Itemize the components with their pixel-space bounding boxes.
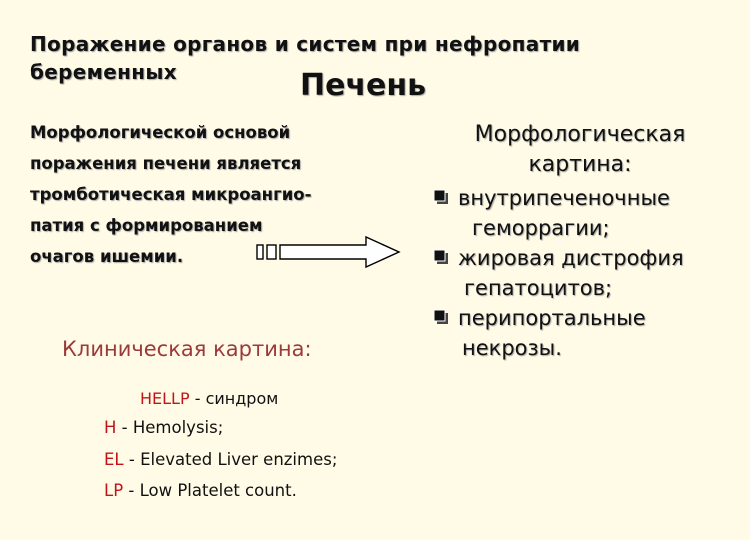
clinical-item-text: - Elevated Liver enzimes; bbox=[123, 450, 338, 469]
morphology-item-line: гепатоцитов; bbox=[464, 276, 613, 300]
clinical-title: Клиническая картина: bbox=[62, 337, 312, 361]
mechanism-line: очагов ишемии. bbox=[30, 247, 184, 266]
checkbox-bullet-icon bbox=[433, 249, 449, 265]
clinical-item bbox=[104, 450, 337, 469]
slide-title: Поражение органов и систем при нефропатии беременных bbox=[30, 32, 581, 84]
morphology-item-line: жировая дистрофия bbox=[458, 246, 684, 270]
checkbox-bullet-icon bbox=[433, 189, 449, 205]
clinical-item-text: - Low Platelet count. bbox=[123, 481, 297, 500]
hellp-rest: - синдром bbox=[189, 389, 279, 408]
morphology-item-line: перипортальные bbox=[458, 306, 646, 330]
clinical-item-abbr: H bbox=[104, 418, 117, 437]
morphology-item-line: некрозы. bbox=[462, 336, 562, 360]
morphology-item bbox=[433, 183, 733, 243]
morphology-item-line: геморрагии; bbox=[472, 216, 610, 240]
mechanism-line: тромботическая микроангио- bbox=[30, 185, 312, 204]
clinical-item-abbr: LP bbox=[104, 481, 124, 500]
morphology-title bbox=[440, 120, 720, 180]
section-heading: Печень bbox=[300, 68, 427, 103]
morphology-item bbox=[433, 303, 733, 363]
clinical-item-text: - Hemolysis; bbox=[116, 418, 224, 437]
morphology-title-line: картина: bbox=[528, 152, 632, 177]
hellp-abbr: HELLP bbox=[140, 389, 190, 408]
checkbox-bullet-icon bbox=[433, 309, 449, 325]
morphology-list bbox=[433, 183, 733, 363]
clinical-item bbox=[104, 481, 297, 500]
morphology-item bbox=[433, 243, 733, 303]
morphology-title-line: Морфологическая bbox=[474, 122, 686, 147]
mechanism-line: патия с формированием bbox=[30, 216, 263, 235]
morphology-item-line: внутрипеченочные bbox=[458, 186, 670, 210]
mechanism-line: Морфологической основой bbox=[30, 123, 291, 142]
clinical-item bbox=[104, 418, 223, 437]
right-arrow-icon bbox=[254, 234, 404, 270]
clinical-item-abbr: EL bbox=[104, 450, 124, 469]
mechanism-line: поражения печени является bbox=[30, 154, 302, 173]
hellp-line bbox=[140, 389, 278, 408]
